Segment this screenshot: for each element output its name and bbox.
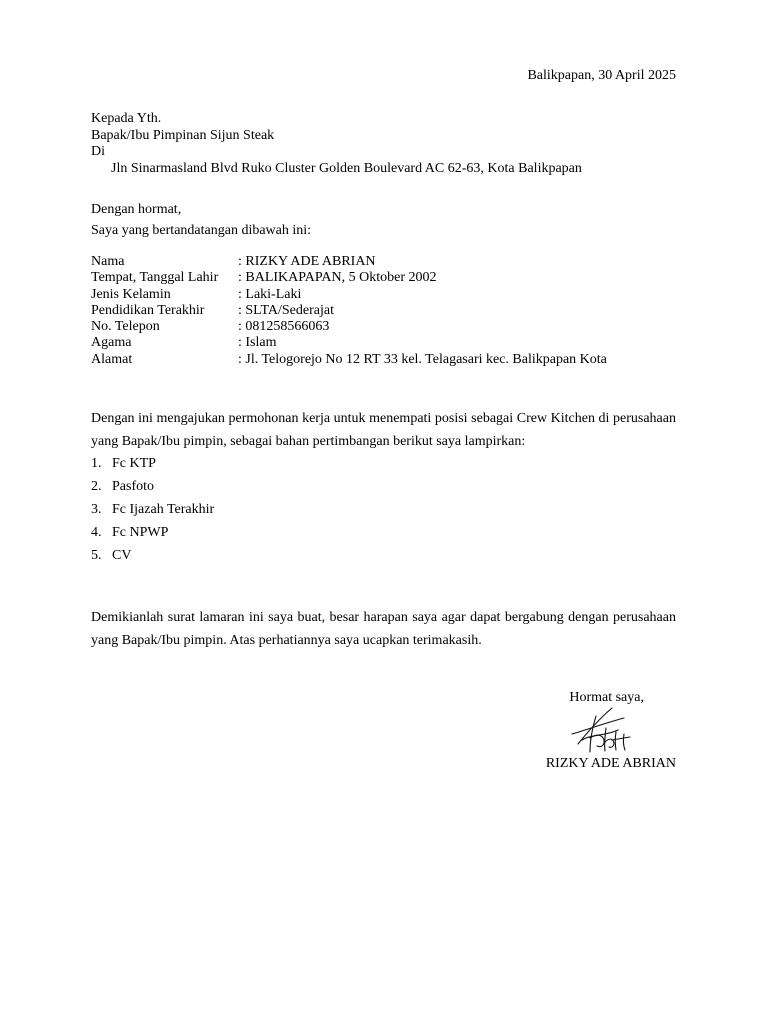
closing-paragraph: Demikianlah surat lamaran ini saya buat, besar harapan saya agar dapat bergabung dengan perusahaan yang Bapak/Ibu pimpin. Atas perhatiannya saya ucapkan terimakasih.	[91, 610, 676, 648]
list-item	[91, 544, 214, 567]
list-number: 3.	[91, 502, 102, 517]
list-text: Fc KTP	[112, 456, 156, 471]
bio-label: Alamat	[91, 351, 133, 367]
signature-mark	[568, 704, 638, 756]
letter-date: Balikpapan, 30 April 2025	[527, 68, 676, 83]
bio-value: : Islam	[238, 335, 277, 351]
bio-row	[91, 254, 607, 270]
list-number: 1.	[91, 456, 102, 471]
bio-value: : RIZKY ADE ABRIAN	[238, 254, 376, 269]
bio-value: : BALIKAPAPAN, 5 Oktober 2002	[238, 270, 437, 286]
bio-row	[91, 287, 607, 303]
bio-label: Agama	[91, 335, 132, 351]
recipient-address: Jln Sinarmasland Blvd Ruko Cluster Golden Boulevard AC 62-63, Kota Balikpapan	[111, 160, 582, 176]
list-item	[91, 475, 214, 498]
bio-value: : Laki-Laki	[238, 286, 302, 302]
signer-name: RIZKY ADE ABRIAN	[545, 756, 676, 771]
greeting: Dengan hormat,	[91, 202, 182, 217]
list-item	[91, 521, 214, 544]
bio-row	[91, 352, 607, 368]
recipient-salutation: Kepada Yth.	[91, 111, 162, 126]
bio-value: : Jl. Telogorejo No 12 RT 33 kel. Telagasari kec. Balikpapan Kota	[238, 351, 607, 367]
bio-label: Jenis Kelamin	[91, 286, 171, 302]
list-item	[91, 452, 214, 475]
application-paragraph: Dengan ini mengajukan permohonan kerja untuk menempati posisi sebagai Crew Kitchen di perusahaan yang Bapak/Ibu pimpin, sebagai bahan pertimbangan berikut saya lampirkan:	[91, 411, 676, 449]
bio-row	[91, 303, 607, 319]
list-text: Fc Ijazah Terakhir	[112, 502, 215, 517]
recipient-name: Bapak/Ibu Pimpinan Sijun Steak	[91, 127, 275, 143]
bio-row	[91, 270, 607, 286]
list-text: CV	[112, 548, 132, 563]
list-text: Pasfoto	[112, 479, 154, 494]
bio-label: Nama	[91, 254, 125, 269]
bio-label: Tempat, Tanggal Lahir	[91, 270, 219, 286]
recipient-block	[91, 111, 582, 177]
bio-label: Pendidikan Terakhir	[91, 302, 205, 318]
list-number: 4.	[91, 525, 102, 540]
recipient-di: Di	[91, 144, 105, 159]
bio-label: No. Telepon	[91, 319, 160, 335]
intro-line: Saya yang bertandatangan dibawah ini:	[91, 223, 312, 238]
attachment-list	[91, 452, 214, 567]
greeting-block	[91, 199, 311, 241]
bio-value: : 081258566063	[238, 319, 330, 335]
applicant-bio-table	[91, 254, 607, 368]
list-text: Fc NPWP	[112, 525, 169, 540]
list-number: 5.	[91, 548, 102, 563]
list-number: 2.	[91, 479, 102, 494]
closing-salutation: Hormat saya,	[569, 690, 644, 705]
bio-row	[91, 319, 607, 335]
bio-value: : SLTA/Sederajat	[238, 302, 334, 318]
list-item	[91, 498, 214, 521]
bio-row	[91, 335, 607, 351]
